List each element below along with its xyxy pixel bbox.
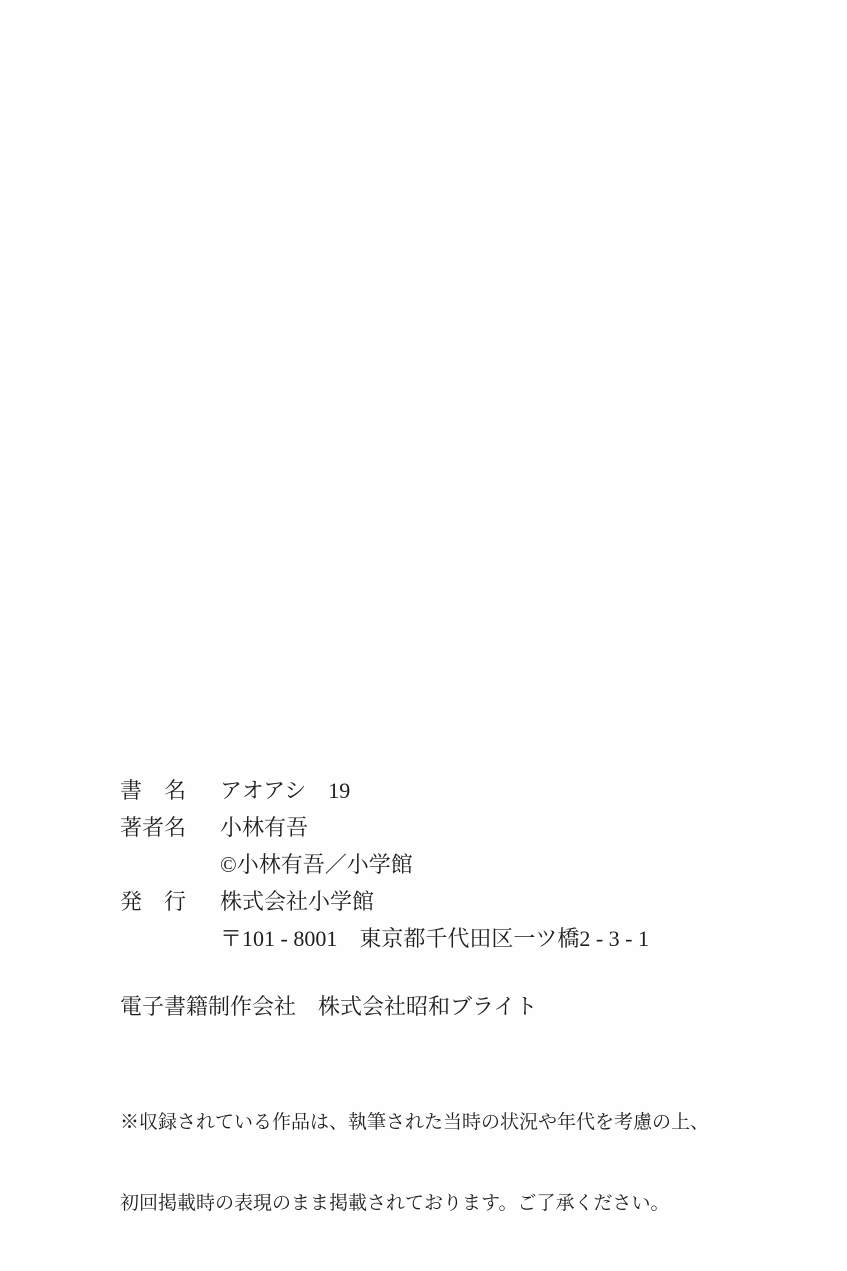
colophon-row-copyright <box>120 846 780 883</box>
address-label-spacer <box>120 920 186 957</box>
copyright-notice: ©小林有吾／小学館 <box>220 852 413 877</box>
disclaimer-line-2: 初回掲載時の表現のまま掲載されております。ご了承ください。 <box>120 1193 670 1214</box>
colophon-row-title <box>120 772 780 809</box>
disclaimer-line-1: ※収録されている作品は、執筆された当時の状況や年代を考慮の上、 <box>120 1112 710 1133</box>
book-title-label: 書 名 <box>120 778 187 803</box>
copyright-label-spacer <box>120 846 186 883</box>
colophon-row-address <box>120 920 780 957</box>
book-title-value: アオアシ 19 <box>220 778 351 803</box>
colophon-row-author <box>120 809 780 846</box>
disclaimer-block <box>120 1055 780 1271</box>
author-value: 小林有吾 <box>220 815 309 840</box>
ebook-producer-line: 電子書籍制作会社 株式会社昭和ブライト <box>120 994 538 1019</box>
author-label: 著者名 <box>120 815 187 840</box>
colophon-row-publisher <box>120 883 780 920</box>
publisher-label: 発 行 <box>120 889 187 914</box>
colophon-block <box>120 772 780 1271</box>
publisher-value: 株式会社小学館 <box>220 889 375 914</box>
publisher-address: 〒101 - 8001 東京都千代田区一ツ橋2 - 3 - 1 <box>220 926 649 951</box>
